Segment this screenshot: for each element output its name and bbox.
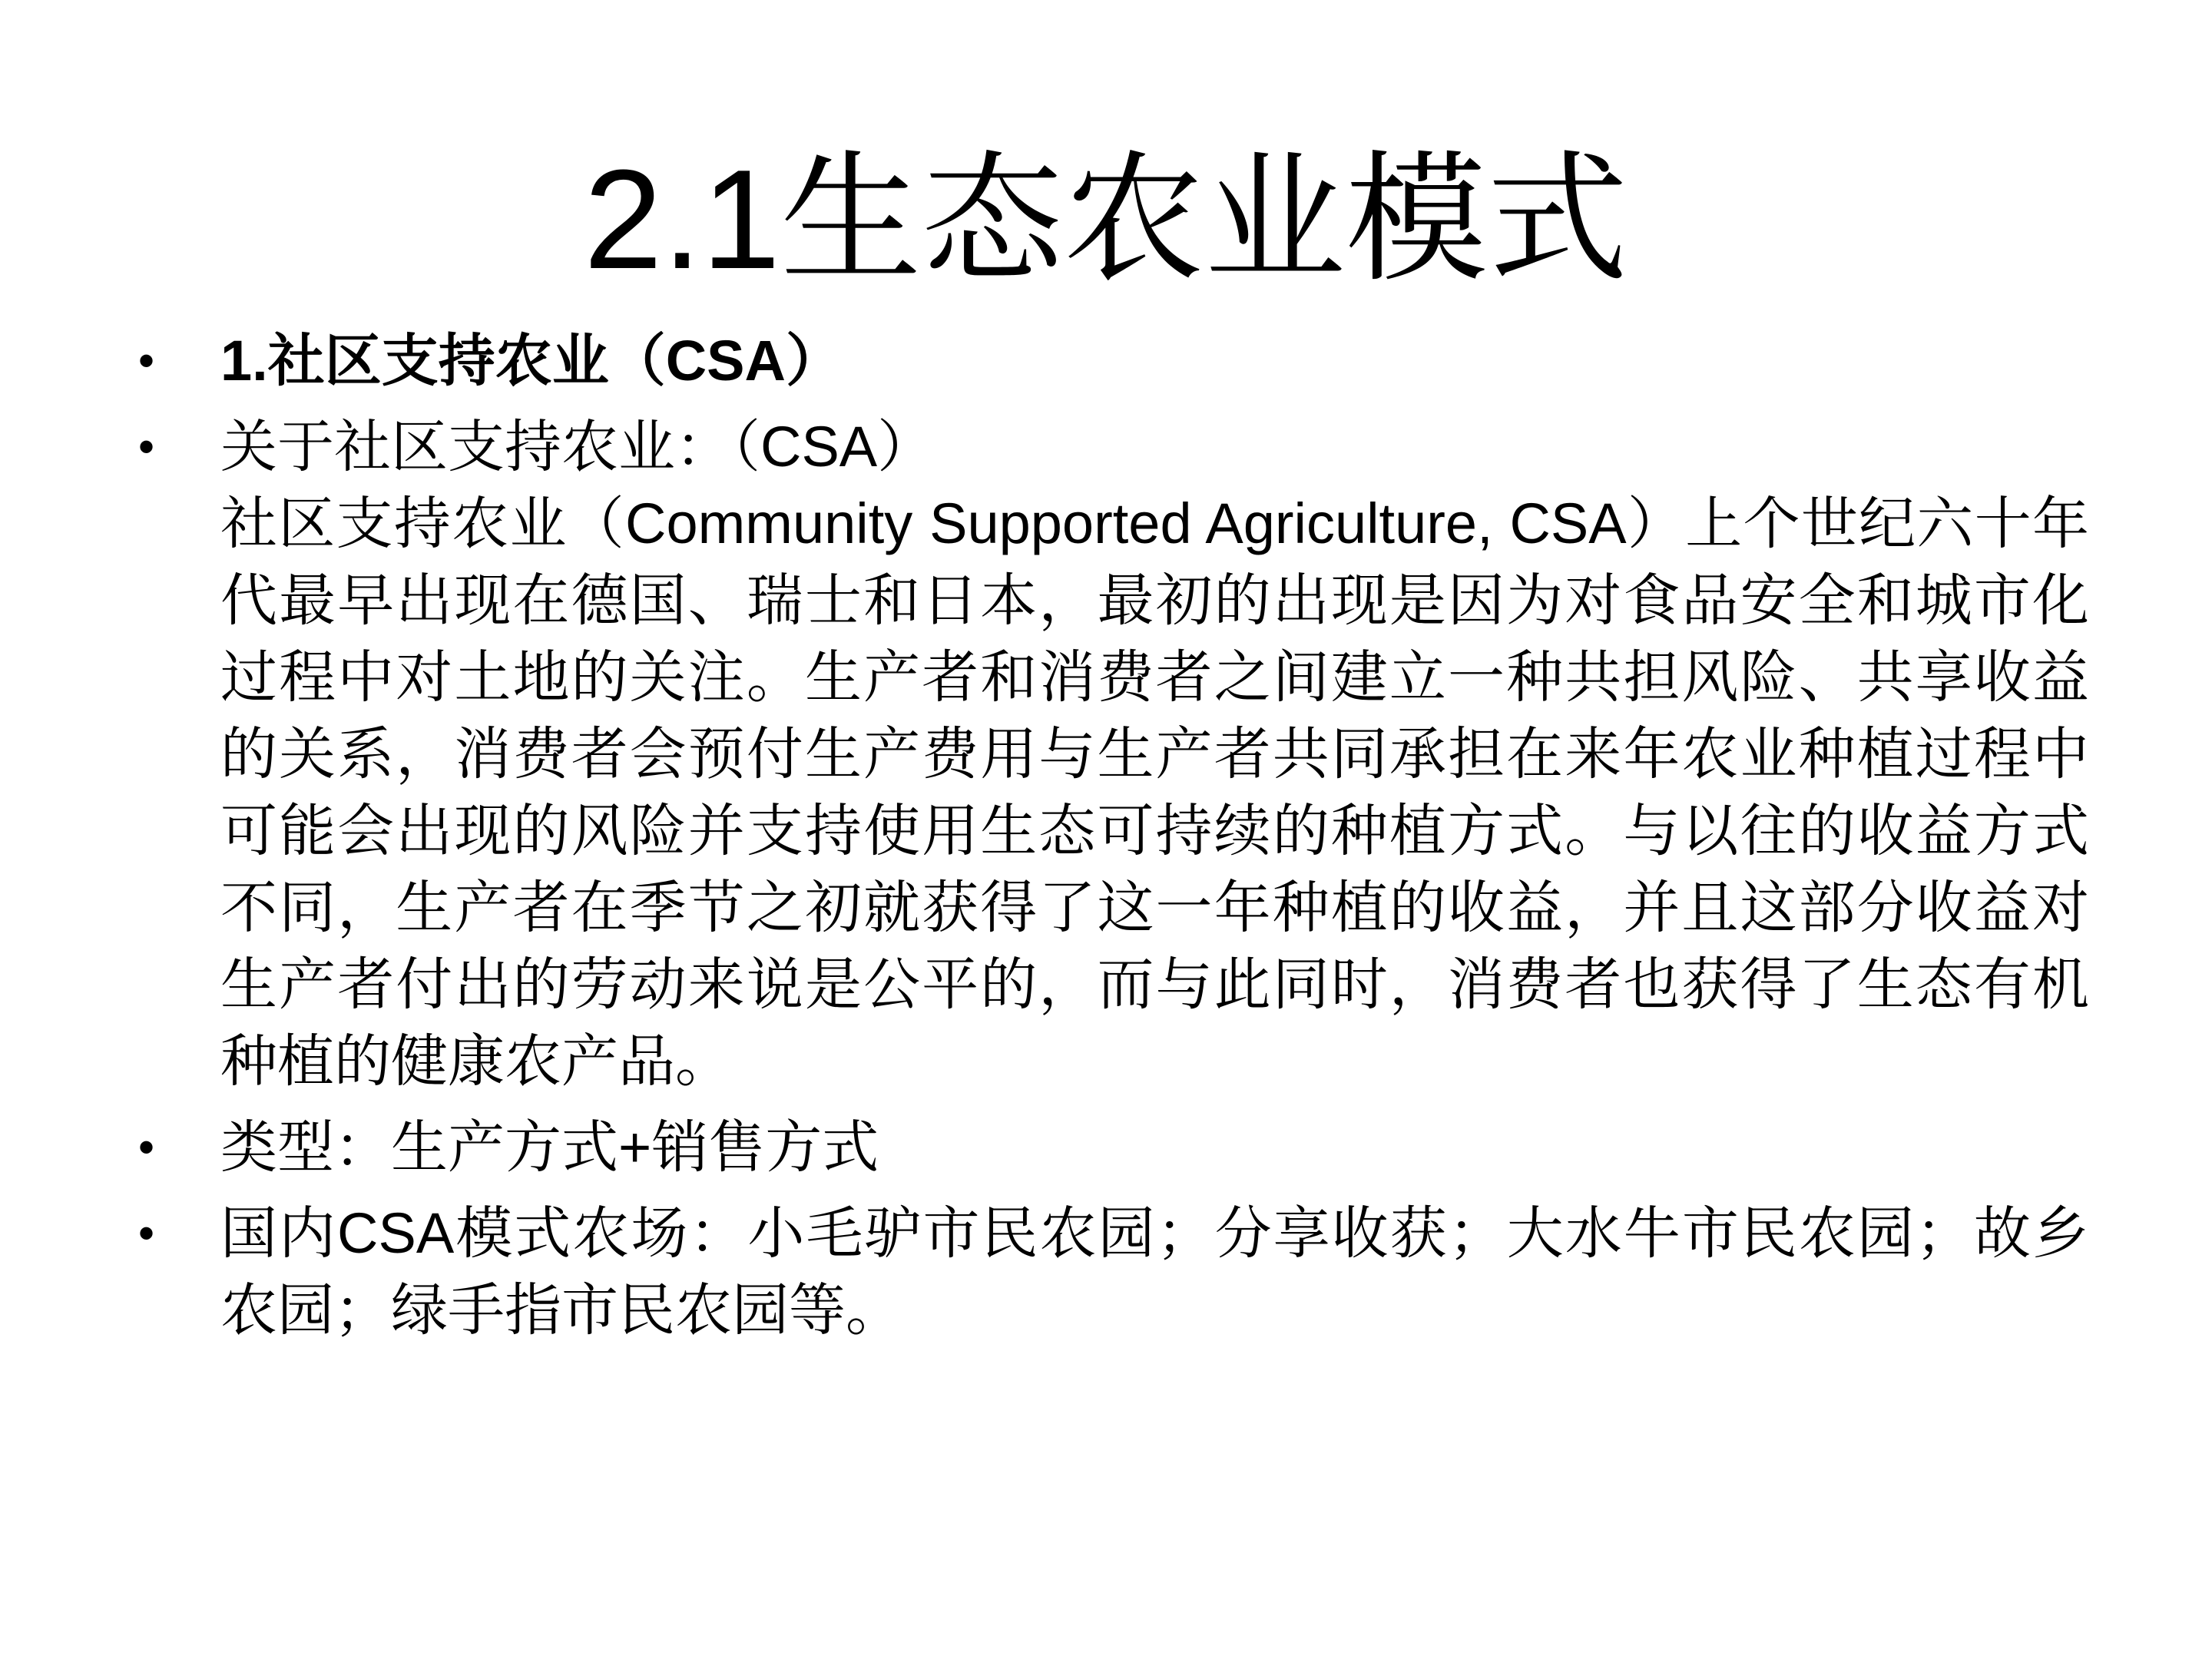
bullet-icon: •: [138, 421, 155, 472]
slide-title: 2.1生态农业模式: [584, 140, 1628, 298]
bullet-item-types: [138, 1109, 2089, 1186]
bullet-text: 国内CSA模式农场：小毛驴市民农园；分享收获；大水牛市民农园；故乡农园；绿手指市民农园等。: [220, 1201, 2089, 1342]
bullet-item-csa-heading: [138, 323, 2089, 399]
bullet-list: [138, 323, 2089, 1358]
bullet-text: 类型：生产方式+销售方式: [220, 1115, 879, 1179]
bullet-text: 关于社区支持农业：（CSA）: [220, 415, 935, 478]
bullet-paragraph: 社区支持农业（Community Supported Agriculture, CSA）上个世纪六十年代最早出现在德国、瑞士和日本，最初的出现是因为对食品安全和城市化过程中对土地的关注。生产者和消费者之间建立一种共担风险、共享收益的关系，消费者会预付生产费用与生产者共同承担在来年农业种植过程中可能会出现的风险并支持使用生态可持续的种植方式。与以往的收益方式不同，生产者在季节之初就获得了这一年种植的收益，并且这部分收益对生产者付出的劳动来说是公平的，而与此同时，消费者也获得了生态有机种植的健康农产品。: [220, 492, 2089, 1093]
bullet-text: 1.社区支持农业（CSA）: [220, 329, 843, 392]
bullet-item-domestic-farms: [138, 1195, 2089, 1349]
bullet-icon: •: [138, 1121, 155, 1173]
bullet-icon: •: [138, 335, 155, 386]
bullet-item-csa-about: [138, 409, 2089, 1100]
bullet-icon: •: [138, 1207, 155, 1259]
